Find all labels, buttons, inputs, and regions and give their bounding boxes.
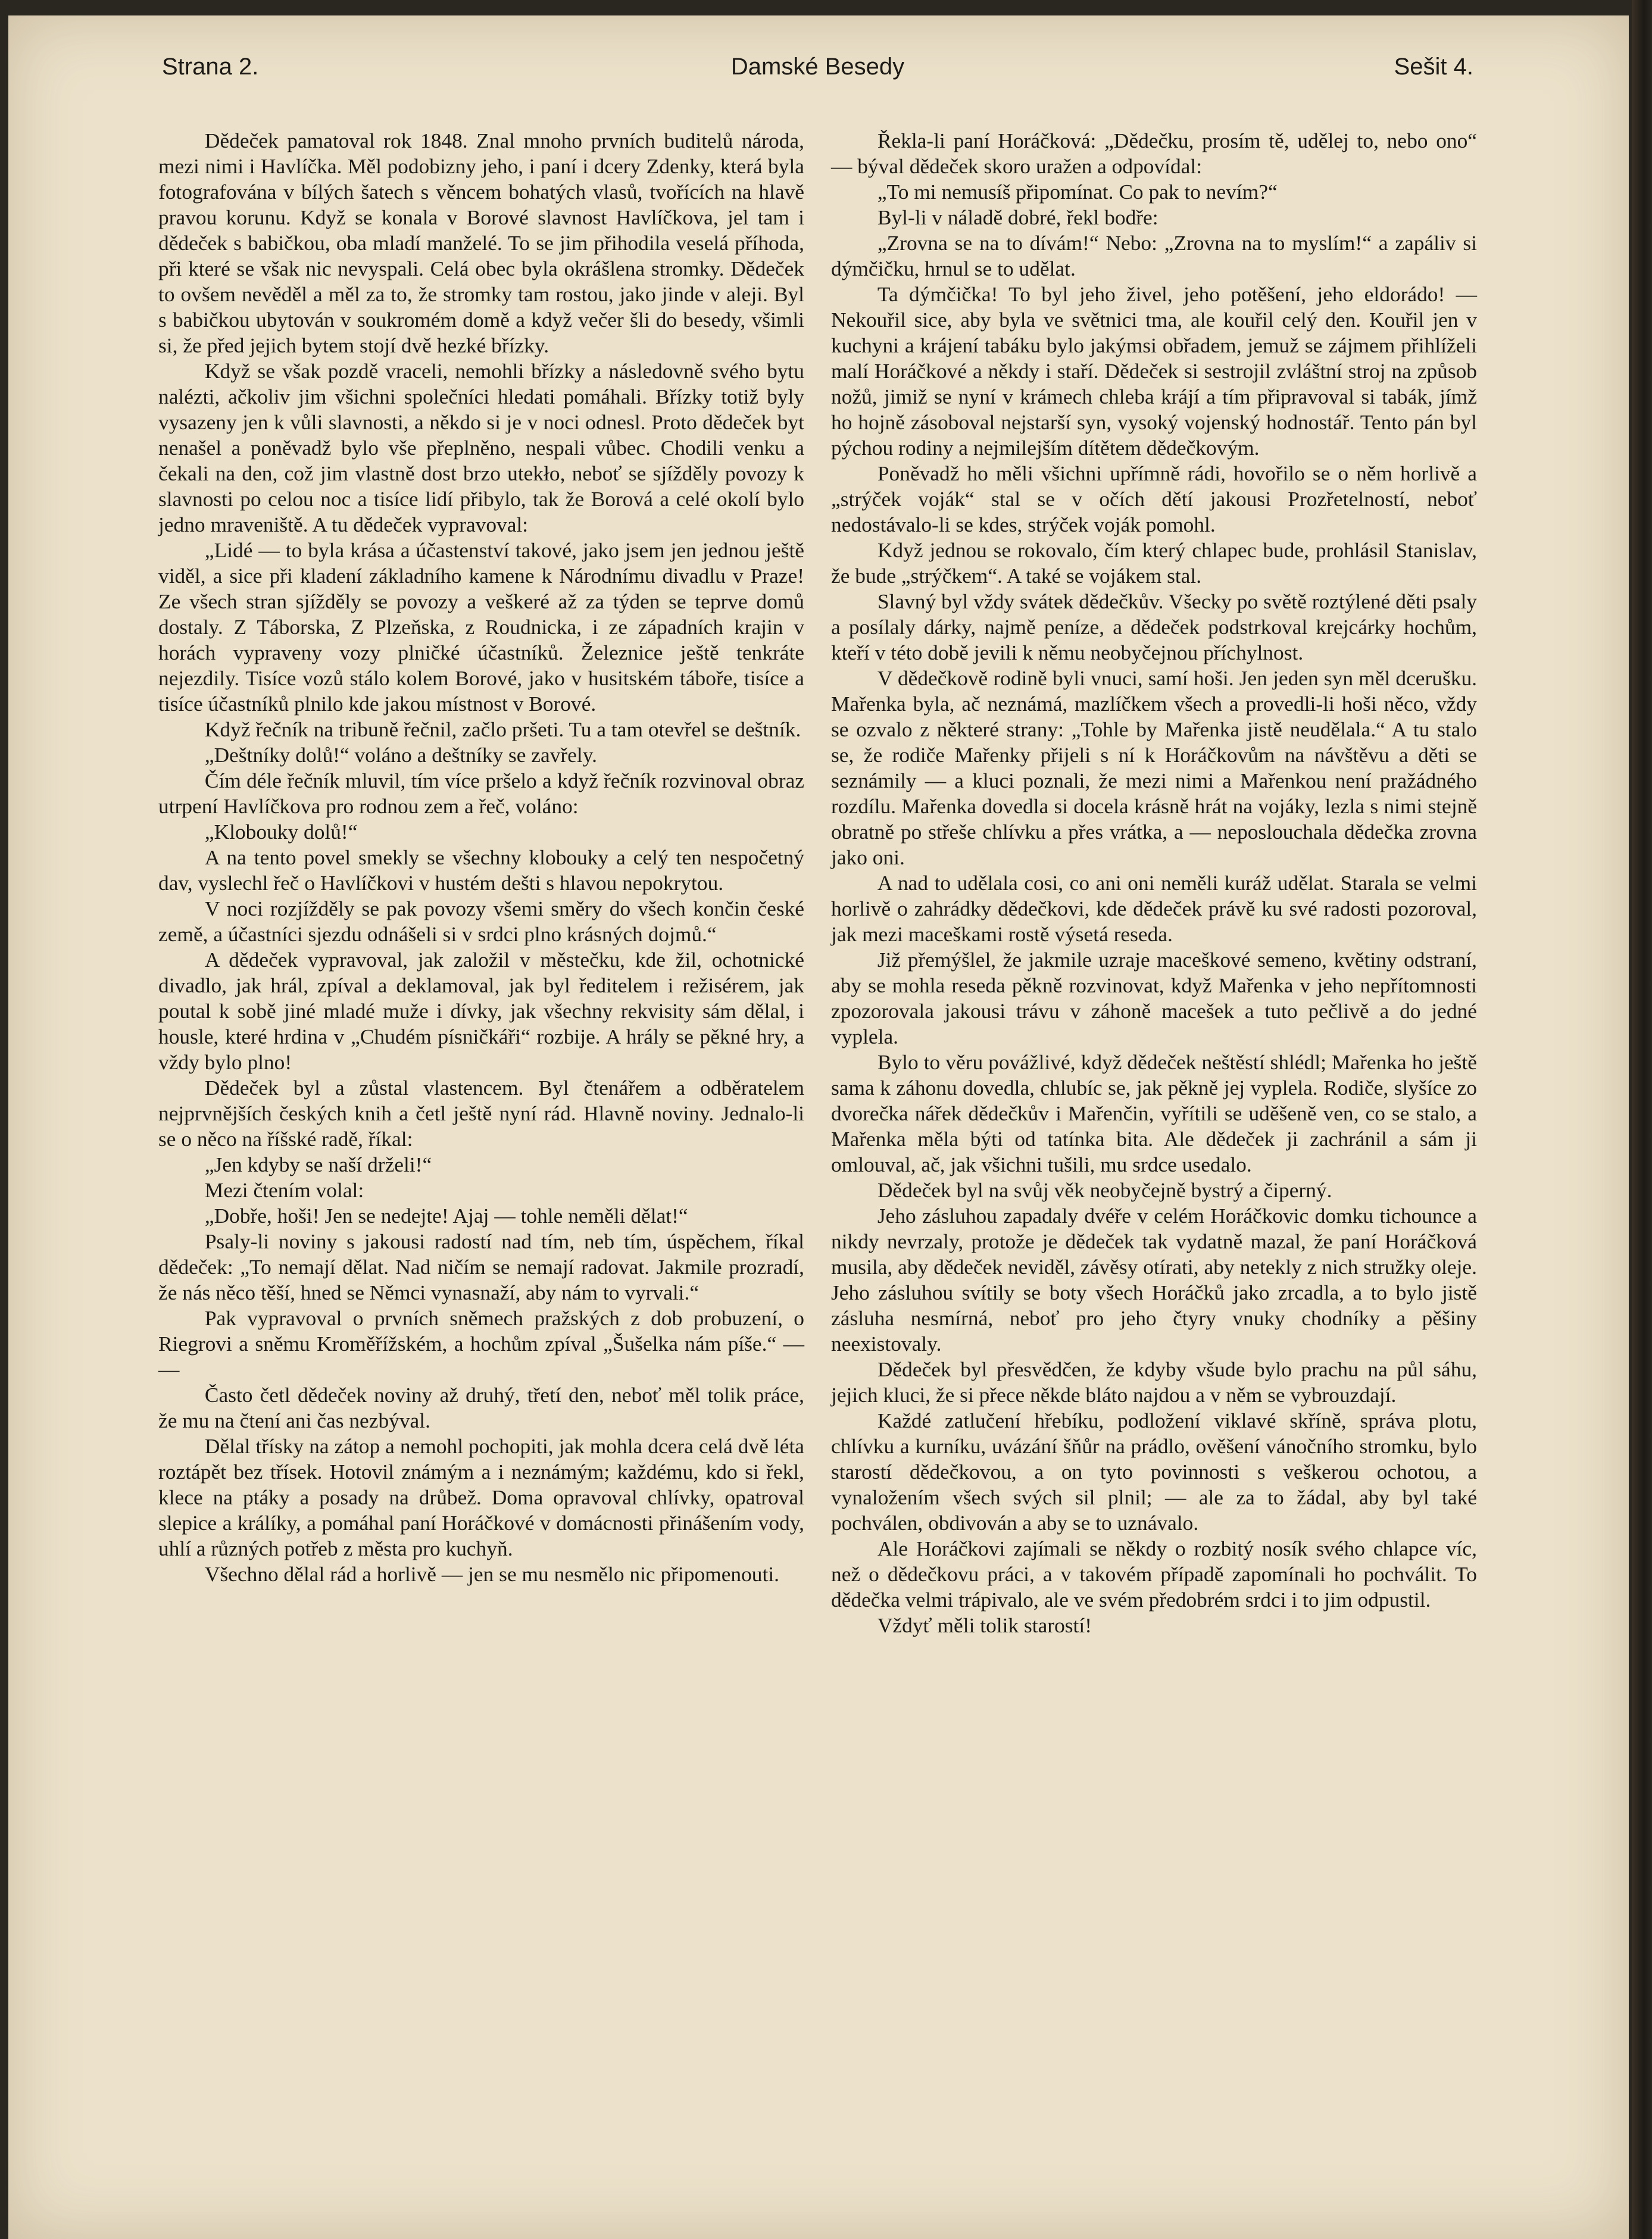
page-header [162,54,1473,95]
paragraph: Jeho zásluhou zapadaly dvéře v celém Horáčkovic domku tichounce a nikdy nevrzaly, protože je dědeček tak vydatně mazal, že paní Horáčková musila, aby dědeček neviděl, závěsy otírati, aby netekly z nich stružky oleje. Jeho zásluhou svítily se boty všech Horáčků jako zrcadla, a to bylo jistě zásluha nesmírná, neboť pro jeho čtyry vnuky chodníky a pěšiny neexistovaly. [831,1204,1477,1356]
paragraph: „Deštníky dolů!“ voláno a deštníky se zavřely. [204,743,597,767]
paragraph: Již přemýšlel, že jakmile uzraje maceškové semeno, květiny odstraní, aby se mohla reseda pěkně rozvinovat, když Mařenka v jeho nepřítomnosti zpozorovala jakousi trávu v záhoně macešek a tuto pečlivě a do jedné vyplela. [831,948,1477,1048]
paragraph: A dědeček vypravoval, jak založil v městečku, kde žil, ochotnické divadlo, jak hrál, zpíval a deklamoval, jak byl ředitelem i režisérem, jak poutal k sobě jiné mladé muže i dívky, jak všechny rekvisity sám dělal, i housle, které hrdina v „Chudém písničkáři“ rozbije. A hrály se pěkné hry, a vždy bylo plno! [158,948,804,1074]
book-spine-edge [1632,0,1652,2239]
paragraph: V noci rozjížděly se pak povozy všemi směry do všech končin české země, a účastníci sjezdu odnášeli si v srdci plno krásných dojmů.“ [158,897,804,946]
paragraph: „Dobře, hoši! Jen se nedejte! Ajaj — tohle neměli dělat!“ [204,1204,688,1228]
paragraph: „Zrovna se na to dívám!“ Nebo: „Zrovna na to myslím!“ a zapáliv si dýmčičku, hrnul se to udělat. [831,231,1477,280]
paragraph: Každé zatlučení hřebíku, podložení viklavé skříně, správa plotu, chlívku a kurníku, uvázání šňůr na prádlo, ověšení vánočního stromku, bylo starostí dědečkovou, a on tyto povinnosti s veškerou ochotou, a vynaložením všech svých sil plnil; — ale za to žádal, aby byl také pochválen, obdivován a aby se to uznávalo. [831,1409,1477,1535]
paragraph: Dědeček byl a zůstal vlastencem. Byl čtenářem a odběratelem nejprvnějších českých knih a četl ještě nyní rád. Hlavně noviny. Jednalo-li se o něco na říšské radě, říkal: [158,1076,804,1151]
paragraph: Slavný byl vždy svátek dědečkův. Všecky po světě roztýlené děti psaly a posílaly dárky, najmě peníze, a dědeček podstrkoval krejcárky hochům, kteří v této době jevili k němu neobyčejnou příchylnost. [831,589,1477,664]
page-number: Strana 2. [162,54,259,80]
paragraph: A na tento povel smekly se všechny klobouky a celý ten nespočetný dav, vyslechl řeč o Havlíčkovi v hustém dešti s hlavou nepokrytou. [158,845,804,895]
left-column [158,128,804,1587]
paragraph: Čím déle řečník mluvil, tím více pršelo a když řečník rozvinoval obraz utrpení Havlíčkova pro rodnou zem a řeč, voláno: [158,769,804,818]
paragraph: „Klobouky dolů!“ [204,820,358,844]
paragraph: Dělal třísky na zátop a nemohl pochopiti, jak mohla dcera celá dvě léta roztápět bez třísek. Hotovil známým a i neznámým; každému, kdo si řekl, klece na ptáky a posady na drůbež. Doma opravoval chlívky, opatroval slepice a králíky, a pomáhal paní Horáčkové v domácnosti přinášením vody, uhlí a různých potřeb z města pro kuchyň. [158,1434,804,1560]
paragraph: Ale Horáčkovi zajímali se někdy o rozbitý nosík svého chlapce víc, než o dědečkovu práci, a v takovém případě zapomínali ho pochválit. To dědečka velmi trápivalo, ale ve svém předobrém srdci i to jim odpustil. [831,1537,1477,1612]
paragraph: „Jen kdyby se naší drželi!“ [204,1153,432,1176]
paragraph: Když řečník na tribuně řečnil, začlo pršeti. Tu a tam otevřel se deštník. [204,717,801,741]
paragraph: A nad to udělala cosi, co ani oni neměli kuráž udělat. Starala se velmi horlivě o zahrádky dědečkovi, kde dědeček právě ku své radosti pozoroval, jak mezi maceškami rostě výsetá reseda. [831,871,1477,946]
paragraph: Ta dýmčička! To byl jeho živel, jeho potěšení, jeho eldorádo! — Nekouřil sice, aby byla ve světnici tma, ale kouřil celý den. Kouřil jen v kuchyni a krájení tabáku bylo jakýmsi obřadem, jemuž se zájmem přihlíželi malí Horáčkové a někdy i staří. Dědeček si sestrojil zvláštní stroj na způsob nožů, jimiž se nyní v krámech chleba krájí a tím připravoval si tabák, jímž ho hojně zásoboval nejstarší syn, vysoký vojenský hodnostář. Tento pán byl pýchou rodiny a nejmilejším dítětem dědečkovým. [831,282,1477,460]
paragraph: Řekla-li paní Horáčková: „Dědečku, prosím tě, udělej to, nebo ono“ — býval dědeček skoro uražen a odpovídal: [831,129,1477,178]
paragraph: Pak vypravoval o prvních sněmech pražských z dob probuzení, o Riegrovi a sněmu Kroměřížském, a hochům zpíval „Šušelka nám píše.“ — — [158,1306,804,1381]
paragraph: Psaly-li noviny s jakousi radostí nad tím, neb tím, úspěchem, říkal dědeček: „To nemají dělat. Nad ničím se nemají radovat. Jakmile prozradí, že nás něco těší, hned se Němci vynasnaží, aby nám to vyrvali.“ [158,1229,804,1304]
paragraph: Často četl dědeček noviny až druhý, třetí den, neboť měl tolik práce, že mu na čtení ani čas nezbýval. [158,1383,804,1432]
paragraph: Když se však pozdě vraceli, nemohli břízky a následovně svého bytu nalézti, ačkoliv jim všichni společníci hledati pomáhali. Břízky totiž byly vysazeny jen k vůli slavnosti, a někdo si je v noci odnesl. Proto dědeček byt nenašel a poněvadž bylo vše přeplněno, nespali vůbec. Chodili venku a čekali na den, což jim vlastně dost brzo utekło, neboť se sjížděly povozy k slavnosti po celou noc a tisíce lidí přibylo, tak že Borová a celé okolí bylo jedno mraveniště. A tu dědeček vypravoval: [158,359,804,536]
paragraph: V dědečkově rodině byli vnuci, samí hoši. Jen jeden syn měl dcerušku. Mařenka byla, ač neznámá, mazlíčkem všech a provedli-li hoši něco, vždy se ozvalo z některé strany: „Tohle by Mařenka jistě neudělala.“ A tu stalo se, že rodiče Mařenky přijeli s ní k Horáčkovům na návštěvu a děti se seznámily — a kluci poznali, že mezi nimi a Mařenkou není pražádného rozdílu. Mařenka dovedla si docela krásně hrát na vojáky, lezla s nimi stejně obratně po střeše chlívku a přes vrátka, a — neposlouchala dědečka zrovna jako oni. [831,666,1477,869]
issue-number: Sešit 4. [1394,54,1473,80]
paragraph: Když jednou se rokovalo, čím který chlapec bude, prohlásil Stanislav, že bude „strýčkem“. A také se vojákem stal. [831,538,1477,588]
magazine-title: Damské Besedy [730,54,905,80]
right-column [831,128,1477,1638]
paragraph: Mezi čtením volal: [204,1178,364,1202]
paragraph: „Lidé — to byla krása a účastenství takové, jako jsem jen jednou ještě viděl, a sice při kladení základního kamene k Národnímu divadlu v Praze! Ze všech stran sjížděly se povozy a veškeré až za týden se teprve domů dostaly. Z Táborska, Z Plzeňska, z Roudnicka, i ze západních krajin v horách vypraveny vozy plničké účastníků. Železnice ještě tenkráte nejezdily. Tisíce vozů stálo kolem Borové, jako v husitském táboře, tisíce a tisíce účastníků plnilo kde jakou místnost v Borové. [158,538,804,716]
paragraph: Dědeček pamatoval rok 1848. Znal mnoho prvních buditelů národa, mezi nimi i Havlíčka. Měl podobizny jeho, i paní i dcery Zdenky, která byla fotografována v bílých šatech s věncem bohatých vlasů, tvořících na hlavě pravou korunu. Když se konala v Borové slavnost Havlíčkova, jel tam i dědeček s babičkou, oba mladí manželé. To se jim přihodila veselá příhoda, při které se však nic nevyspali. Celá obec byla okrášlena stromky. Dědeček to ovšem nevěděl a měl za to, že stromky tam rostou, jako jinde v aleji. Byl s babičkou ubytován v soukromém domě a když večer šli do besedy, všimli si, že před jejich bytem stojí dvě hezké břízky. [158,129,804,357]
paragraph: Vždyť měli tolik starostí! [877,1613,1092,1637]
paragraph: „To mi nemusíš připomínat. Co pak to nevím?“ [877,180,1278,204]
paragraph: Bylo to věru povážlivé, když dědeček neštěstí shlédl; Mařenka ho ještě sama k záhonu dovedla, chlubíc se, jak pěkně jej vyplela. Rodiče, slyšíce zo dvorečka nářek dědečkův i Mařenčin, vyřítili se uděšeně ven, co se stalo, a Mařenka měla býti od tatínka bita. Ale dědeček ji zachránil a sám ji omlouval, ač, jak všichni tušili, mu srdce usedalo. [831,1050,1477,1176]
paragraph: Všechno dělal rád a horlivě — jen se mu nesmělo nic připomenouti. [204,1562,779,1586]
paragraph: Poněvadž ho měli všichni upřímně rádi, hovořilo se o něm horlivě a „strýček voják“ stal se v očích dětí jakousi Prozřetelností, neboť nedostávalo-li se kdes, strýček voják pomohl. [831,461,1477,536]
paragraph: Byl-li v náladě dobré, řekl bodře: [877,205,1158,229]
paragraph: Dědeček byl přesvědčen, že kdyby všude bylo prachu na půl sáhu, jejich kluci, že si přece někde bláto najdou a v něm se vybrouzdají. [831,1357,1477,1407]
paragraph: Dědeček byl na svůj věk neobyčejně bystrý a čiperný. [877,1178,1332,1202]
